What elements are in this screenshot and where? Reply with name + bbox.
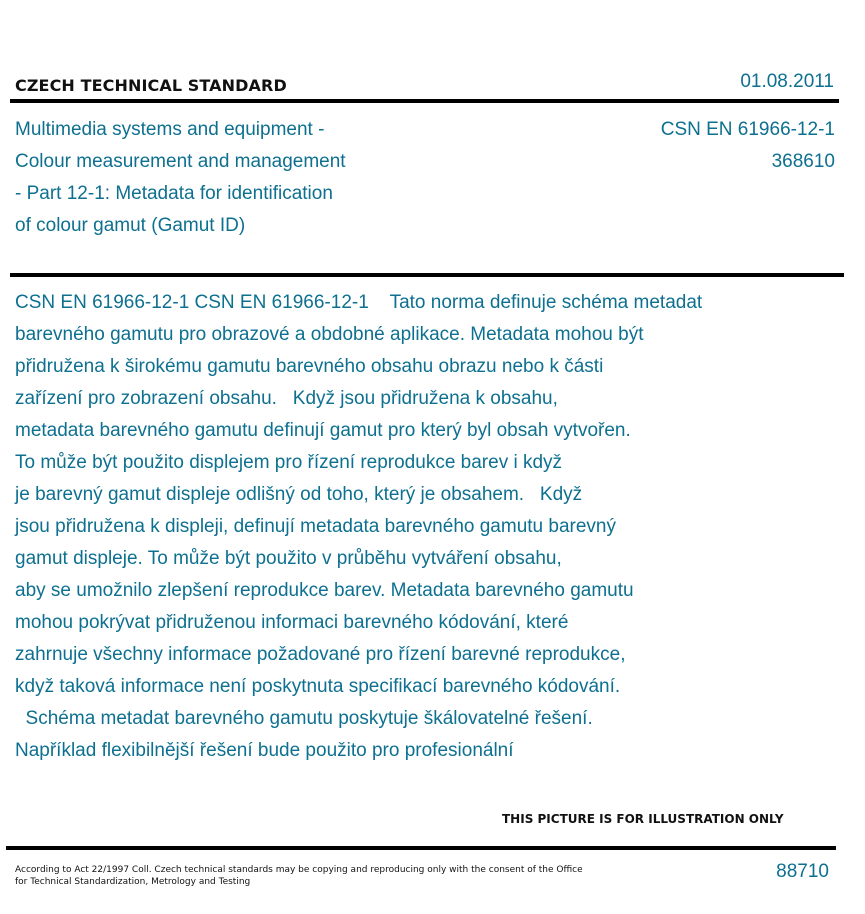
abstract-line: zařízení pro zobrazení obsahu. Když jsou přidružena k obsahu, bbox=[15, 388, 558, 409]
abstract-line: CSN EN 61966-12-1 CSN EN 61966-12-1 Tato norma definuje schéma metadat bbox=[15, 292, 703, 313]
abstract-text bbox=[15, 287, 845, 767]
document-title bbox=[15, 114, 415, 242]
abstract-line: gamut displeje. To může být použito v průběhu vytváření obsahu, bbox=[15, 548, 562, 569]
publication-date: 01.08.2011 bbox=[740, 71, 834, 92]
title-line: of colour gamut (Gamut ID) bbox=[15, 215, 246, 236]
header-divider bbox=[10, 99, 839, 103]
abstract-line: mohou pokrývat přidruženou informaci barevného kódování, které bbox=[15, 612, 569, 633]
title-line: Multimedia systems and equipment - bbox=[15, 119, 325, 140]
title-divider bbox=[10, 273, 844, 277]
abstract-line: Například flexibilnější řešení bude použito pro profesionální bbox=[15, 740, 514, 761]
abstract-line: metadata barevného gamutu definují gamut pro který byl obsah vytvořen. bbox=[15, 420, 631, 441]
document-code: 88710 bbox=[776, 861, 829, 882]
abstract-line: Schéma metadat barevného gamutu poskytuje škálovatelné řešení. bbox=[15, 708, 593, 729]
legal-line: for Technical Standardization, Metrology and Testing bbox=[15, 877, 251, 887]
abstract-line: To může být použito displejem pro řízení reprodukce barev i když bbox=[15, 452, 563, 473]
title-line: - Part 12-1: Metadata for identification bbox=[15, 183, 333, 204]
standard-id: CSN EN 61966-12-1 bbox=[660, 119, 835, 140]
abstract-line: barevného gamutu pro obrazové a obdobné aplikace. Metadata mohou být bbox=[15, 324, 644, 345]
class-number: 368610 bbox=[771, 151, 835, 172]
legal-notice bbox=[15, 864, 615, 888]
abstract-line: aby se umožnilo zlepšení reprodukce barev. Metadata barevného gamutu bbox=[15, 580, 634, 601]
footer-divider bbox=[6, 846, 836, 850]
abstract-line: když taková informace není poskytnuta specifikací barevného kódování. bbox=[15, 676, 621, 697]
abstract-line: jsou přidružena k displeji, definují metadata barevného gamutu barevný bbox=[15, 516, 616, 537]
abstract-line: zahrnuje všechny informace požadované pro řízení barevné reprodukce, bbox=[15, 644, 626, 665]
abstract-line: přidružena k širokému gamutu barevného obsahu obrazu nebo k části bbox=[15, 356, 604, 377]
standard-reference bbox=[661, 114, 835, 178]
standard-header-label: CZECH TECHNICAL STANDARD bbox=[15, 76, 287, 95]
legal-line: According to Act 22/1997 Coll. Czech technical standards may be copying and reproducing only with the consent of the Office bbox=[15, 865, 583, 875]
illustration-note: THIS PICTURE IS FOR ILLUSTRATION ONLY bbox=[502, 812, 784, 826]
title-line: Colour measurement and management bbox=[15, 151, 346, 172]
abstract-line: je barevný gamut displeje odlišný od toho, který je obsahem. Když bbox=[15, 484, 583, 505]
